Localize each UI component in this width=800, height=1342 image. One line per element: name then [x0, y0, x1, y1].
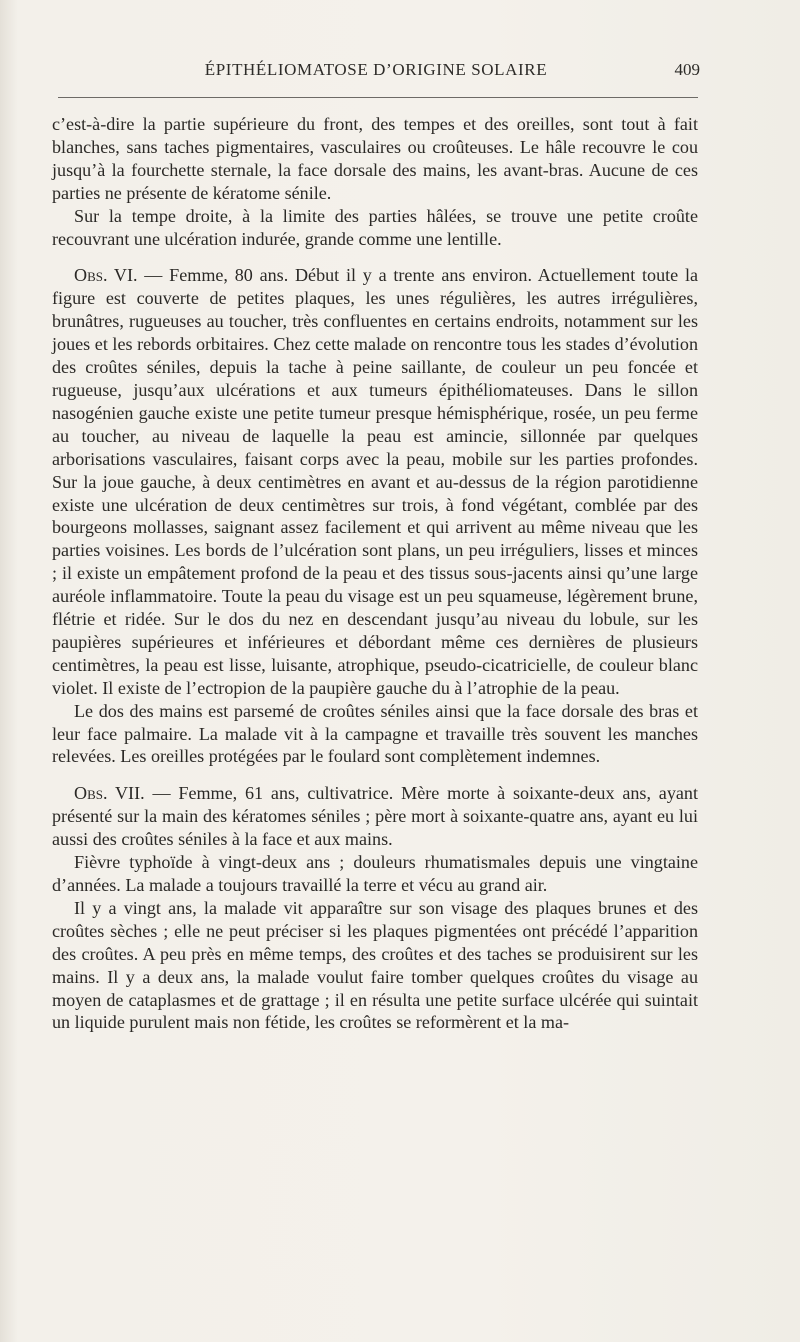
paragraph-text: c’est-à-dire la partie supérieure du front, des tempes et des oreilles, sont tout à fait blanches, sans taches pigmentaires, vasculaires ou croûteuses. Le hâle recouvre le cou jusqu’à la fourchette sternale, la face dorsale des mains, les avant-bras. Aucune de ces parties ne présente de kératome sénile. — [52, 114, 698, 203]
body-text — [52, 113, 698, 1034]
paragraph-text: Le dos des mains est parsemé de croûtes séniles ainsi que la face dorsale des bras et leur face palmaire. La malade vit à la campagne et travaille très souvent les manches relevées. Les oreilles protégées par le foulard sont complètement indemnes. — [52, 700, 698, 767]
paragraph — [52, 205, 698, 251]
observation-label: Obs. VII. — [74, 783, 145, 804]
page-number: 409 — [674, 60, 700, 79]
header-rule — [58, 97, 698, 98]
observation-text: — Femme, 80 ans. Début il y a trente ans environ. Actuellement toute la figure est couverte de petites plaques, les unes régulières, les autres irrégulières, brunâtres, rugueuses au toucher, très confluentes en certains endroits, notamment sur les joues et les rebords orbitaires. Chez cette malade on rencontre tous les stades d’évolution des croûtes séniles, depuis la tache à peine saillante, de couleur un peu foncée et rugueuse, jusqu’aux ulcérations et aux tumeurs épithéliomateuses. Dans le sillon nasogénien gauche existe une petite tumeur presque hémisphérique, rosée, un peu ferme au toucher, au niveau de laquelle la peau est amincie, sillonnée par quelques arborisations vasculaires, faisant corps avec la peau, mobile sur les parties profondes. Sur la joue gauche, à deux centimètres en avant et au-dessus de la région parotidienne existe une ulcération de deux centimètres sur trois, à fond végétant, comblée par des bourgeons mollasses, saignant assez facilement et qui arrivent au même niveau que les parties voisines. Les bords de l’ulcération sont plans, un peu irréguliers, lisses et minces ; il existe un empâtement profond de la peau et des tissus sous-jacents ainsi qu’une large auréole inflammatoire. Toute la peau du visage est un peu squameuse, légèrement brune, flétrie et ridée. Sur le dos du nez en descendant jusqu’au niveau du lobule, sur les paupières supérieures et inférieures et débordant même ces dernières de plusieurs centimètres, la peau est lisse, luisante, atrophique, pseudo-cicatricielle, de couleur blanc violet. Il existe de l’ectropion de la paupière gauche du à l’atrophie de la peau. — [52, 265, 698, 698]
paragraph — [52, 897, 698, 1034]
paragraph — [52, 700, 698, 769]
observation-text: — Femme, 61 ans, cultivatrice. Mère morte à soixante-deux ans, ayant présenté sur la main des kératomes séniles ; père mort à soixante-quatre ans, ayant eu lui aussi des croûtes séniles à la face et aux mains. — [52, 783, 698, 850]
paragraph-text: Il y a vingt ans, la malade vit apparaître sur son visage des plaques brunes et des croûtes sèches ; elle ne peut préciser si les plaques pigmentées ont précédé l’apparition des croûtes. A peu près en même temps, des croûtes et des taches se produisirent sur les mains. Il y a deux ans, la malade voulut faire tomber quelques croûtes du visage au moyen de cataplasmes et de grattage ; il en résulta une petite surface ulcérée qui suintait un liquide purulent mais non fétide, les croûtes se reformèrent et la ma- — [52, 897, 698, 1033]
observation-6 — [52, 264, 698, 699]
paragraph-text: Fièvre typhoïde à vingt-deux ans ; douleurs rhumatismales depuis une vingtaine d’années. La malade a toujours travaillé la terre et vécu au grand air. — [52, 852, 698, 895]
running-title: ÉPITHÉLIOMATOSE D’ORIGINE SOLAIRE — [204, 60, 548, 79]
paragraph-continuation — [52, 113, 698, 205]
paragraph — [52, 851, 698, 897]
page-header — [52, 60, 700, 86]
observation-7 — [52, 782, 698, 851]
observation-label: Obs. VI. — [74, 265, 138, 286]
paragraph-text: Sur la tempe droite, à la limite des parties hâlées, se trouve une petite croûte recouvrant une ulcération indurée, grande comme une lentille. — [52, 205, 698, 249]
